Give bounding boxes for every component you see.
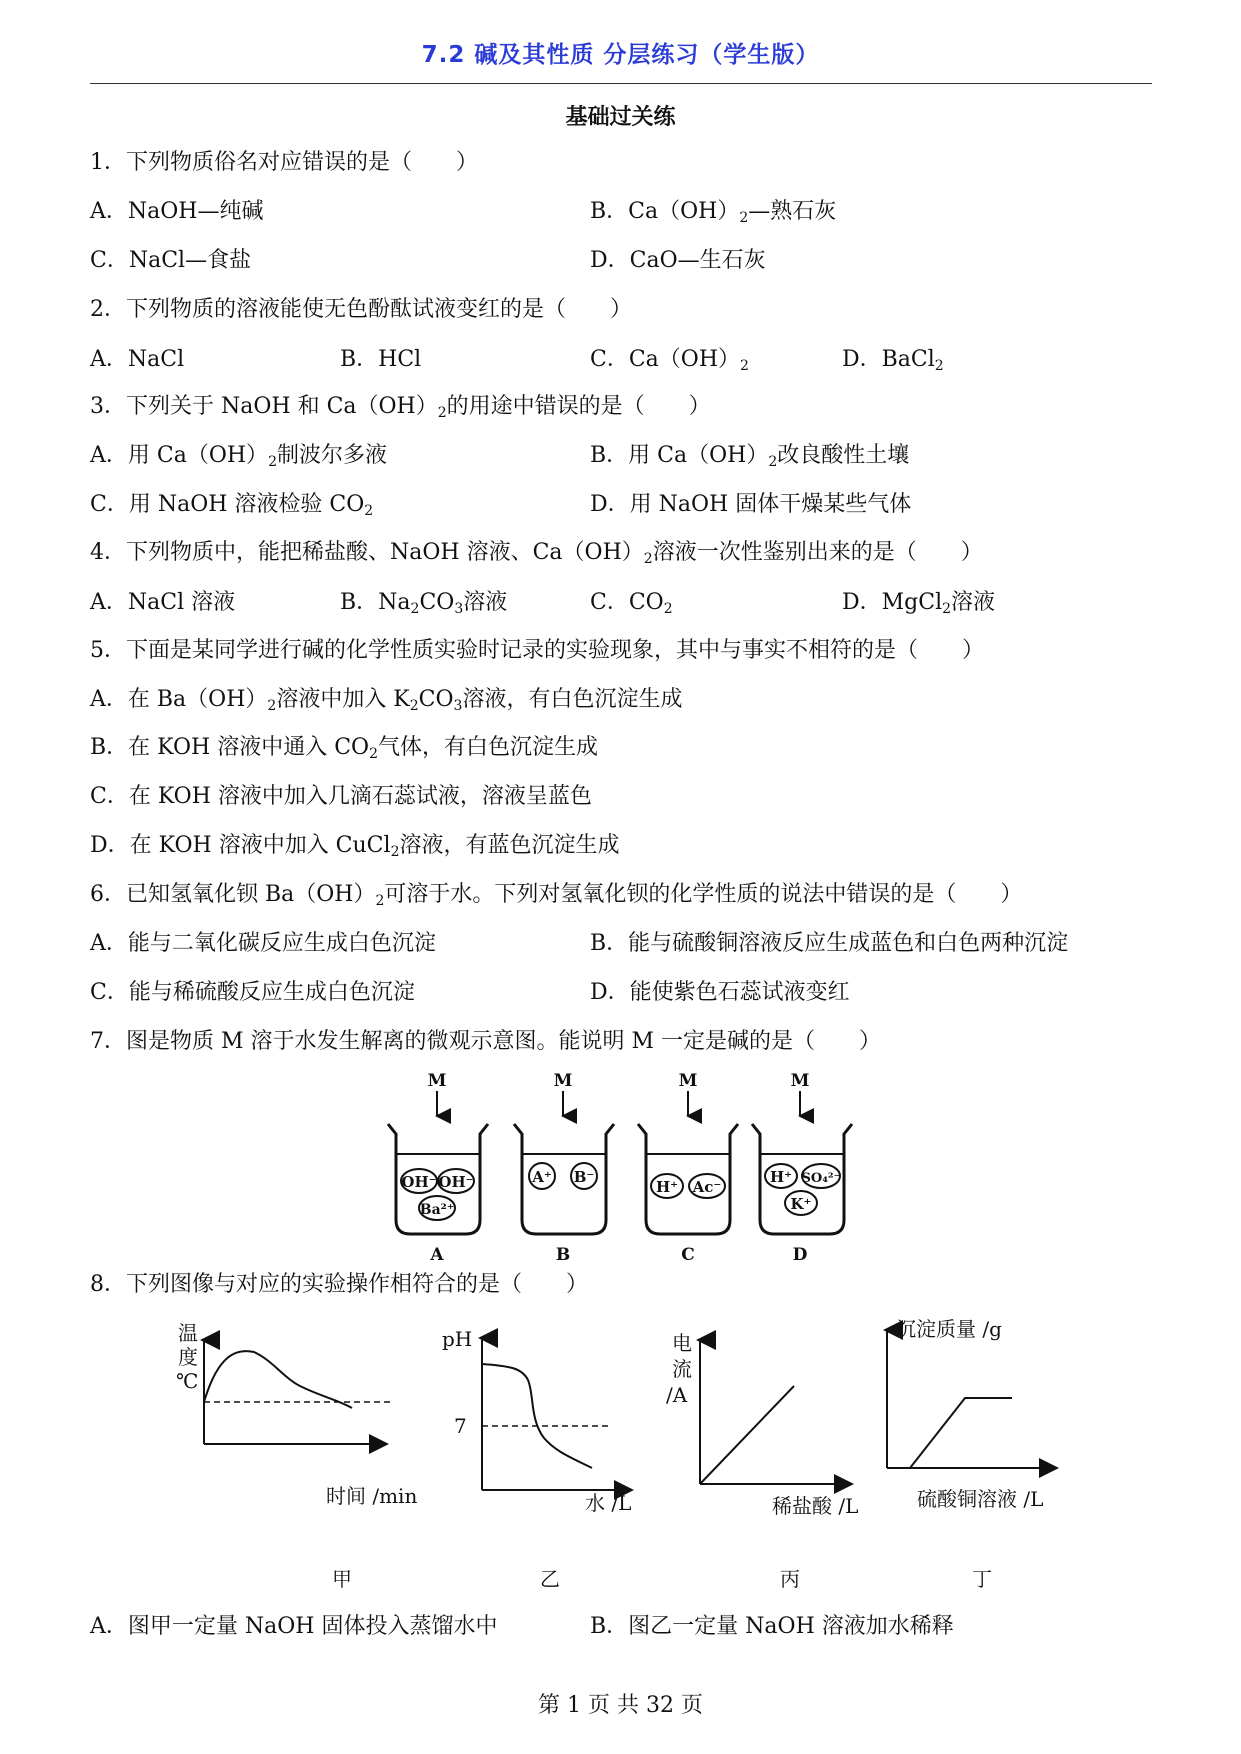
graph-yi (442, 1327, 631, 1591)
q6-option-c: C．能与稀硫酸反应生成白色沉淀 (90, 980, 415, 1005)
graph-ding-ylabel: 沉淀质量 /g (896, 1317, 1002, 1341)
q3-option-b: B．用 $Ca(OH)_2$改良酸性土壤 (590, 443, 910, 470)
q8-option-b: B．图乙一定量 NaOH 溶液加水稀释 (590, 1614, 954, 1639)
graph-bing (666, 1331, 858, 1591)
beaker-d-m-label: M (790, 1071, 810, 1091)
beaker-d (752, 1071, 852, 1265)
ion-a-1: OH⁻ (401, 1173, 437, 1191)
q4-stem: 4．下列物质中，能把稀盐酸、NaOH 溶液、$Ca(OH)_2$溶液一次性鉴别出来的是（ ） (90, 540, 983, 567)
beaker-b-m-label: M (553, 1071, 573, 1091)
q5-option-c: C．在 KOH 溶液中加入几滴石蕊试液，溶液呈蓝色 (90, 784, 592, 809)
ion-c-1: H⁺ (655, 1178, 679, 1196)
graph-jia-xlabel: 时间 /min (326, 1484, 418, 1508)
beaker-a-m-label: M (427, 1071, 447, 1091)
ion-b-2: B⁻ (573, 1168, 595, 1186)
q3-stem: 3．下列关于 NaOH 和 $Ca(OH)_2$的用途中错误的是（ ） (90, 394, 711, 421)
graph-jia-name: 甲 (332, 1567, 352, 1591)
graph-jia-ylabel-1: 温 (178, 1321, 198, 1345)
beaker-a (388, 1071, 488, 1265)
q1-option-a: A．NaOH—纯碱 (90, 199, 264, 224)
q1-option-d: D．CaO—生石灰 (590, 248, 766, 273)
beaker-c (638, 1071, 738, 1265)
q2-option-a: A．NaCl (90, 347, 185, 372)
q2-option-b: B．HCl (340, 347, 422, 372)
graph-bing-ylabel-1: 电 (672, 1331, 692, 1355)
header-divider (90, 83, 1152, 84)
q3-option-c: C．用 NaOH 溶液检验 $CO_2$ (90, 492, 374, 519)
graph-yi-ytick: 7 (454, 1414, 467, 1438)
q5-stem: 5．下面是某同学进行碱的化学性质实验时记录的实验现象，其中与事实不相符的是（ ） (90, 638, 985, 663)
q1-stem: 1．下列物质俗名对应错误的是（ ） (90, 150, 478, 175)
beaker-c-label: C (681, 1245, 695, 1265)
ion-a-3: Ba²⁺ (419, 1202, 455, 1218)
ion-d-1: H⁺ (769, 1168, 793, 1186)
page-footer: 第 1 页 共 32 页 (538, 1693, 703, 1718)
q8-option-a: A．图甲一定量 NaOH 固体投入蒸馏水中 (90, 1614, 498, 1639)
document-title: 7.2 碱及其性质 分层练习（学生版） (421, 42, 820, 68)
beakers-diagram (380, 1070, 870, 1265)
graph-yi-ylabel: pH (442, 1327, 473, 1351)
q4-option-c: C．$CO_2$ (590, 590, 673, 617)
beaker-d-label: D (792, 1245, 808, 1265)
graph-bing-ylabel-2: 流 (672, 1357, 692, 1381)
q8-stem: 8．下列图像与对应的实验操作相符合的是（ ） (90, 1272, 588, 1297)
q4-option-d: D．MgCl$_2$溶液 (842, 590, 996, 617)
q1-option-c: C．NaCl—食盐 (90, 248, 252, 273)
q4-option-a: A．NaCl 溶液 (90, 590, 236, 615)
graph-jia-ylabel-3: ℃ (176, 1369, 199, 1393)
q4-option-b: B．$Na_2CO_3$溶液 (340, 590, 508, 617)
beaker-b-label: B (555, 1245, 571, 1265)
graph-ding-name: 丁 (972, 1567, 992, 1591)
q3-option-a: A．用 $Ca(OH)_2$制波尔多液 (90, 443, 387, 470)
ion-c-2: Ac⁻ (692, 1178, 722, 1196)
q2-option-d: D．BaCl$_2$ (842, 347, 944, 374)
graph-ding-xlabel: 硫酸铜溶液 /L (917, 1487, 1044, 1511)
q8-graphs (160, 1310, 1080, 1600)
graph-yi-name: 乙 (540, 1567, 560, 1591)
q5-option-a: A．在 $Ba(OH)_2$溶液中加入 $K_2CO_3$溶液，有白色沉淀生成 (90, 687, 683, 714)
q2-option-c: C．$Ca(OH)_2$ (590, 347, 749, 374)
beaker-b (514, 1071, 614, 1265)
q6-option-d: D．能使紫色石蕊试液变红 (590, 980, 850, 1005)
q2-stem: 2．下列物质的溶液能使无色酚酞试液变红的是（ ） (90, 297, 632, 322)
beaker-a-label: A (430, 1245, 444, 1265)
ion-b-1: A⁺ (532, 1168, 552, 1186)
q5-option-d: D．在 KOH 溶液中加入 CuCl$_2$溶液，有蓝色沉淀生成 (90, 833, 620, 860)
section-title: 基础过关练 (565, 105, 676, 130)
graph-yi-xlabel: 水 /L (585, 1491, 632, 1515)
q3-option-d: D．用 NaOH 固体干燥某些气体 (590, 492, 912, 517)
q6-stem: 6．已知氢氧化钡 $Ba(OH)_2$可溶于水。下列对氢氧化钡的化学性质的说法中错误的是（ ） (90, 882, 1023, 909)
ion-d-2: SO₄²⁻ (801, 1171, 841, 1186)
q1-option-b: B．$Ca(OH)_2—$熟石灰 (590, 199, 837, 226)
graph-jia (176, 1321, 417, 1591)
q6-option-b: B．能与硫酸铜溶液反应生成蓝色和白色两种沉淀 (590, 931, 1069, 956)
beaker-c-m-label: M (678, 1071, 698, 1091)
ion-d-3: K⁺ (790, 1195, 812, 1213)
graph-bing-name: 丙 (780, 1567, 800, 1591)
graph-bing-ylabel-3: /A (666, 1383, 688, 1407)
q5-option-b: B．在 KOH 溶液中通入 $CO_2$气体，有白色沉淀生成 (90, 735, 599, 762)
graph-ding (887, 1317, 1055, 1591)
graph-jia-ylabel-2: 度 (178, 1345, 198, 1369)
ion-a-2: OH⁻ (438, 1173, 474, 1191)
q6-option-a: A．能与二氧化碳反应生成白色沉淀 (90, 931, 436, 956)
q7-stem: 7．图是物质 M 溶于水发生解离的微观示意图。能说明 M 一定是碱的是（ ） (90, 1029, 882, 1054)
graph-bing-xlabel: 稀盐酸 /L (772, 1494, 859, 1518)
